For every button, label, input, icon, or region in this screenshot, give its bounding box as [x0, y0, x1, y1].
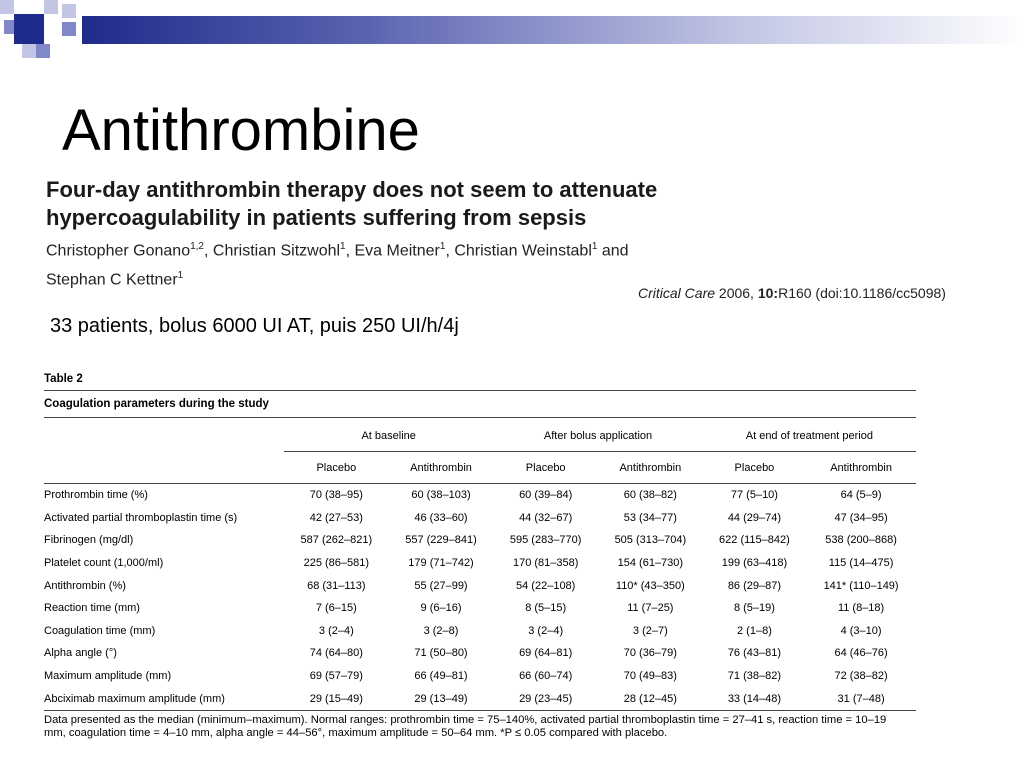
decor-square [62, 22, 76, 36]
header-decoration [0, 0, 1024, 70]
row-label: Activated partial thromboplastin time (s) [44, 511, 238, 524]
author-separator: , [345, 242, 355, 260]
decor-square [44, 14, 62, 44]
group-header: At baseline [284, 420, 493, 452]
paper-title [46, 176, 986, 232]
slide-title: Antithrombine [62, 98, 420, 163]
table-cell: 11 (8–18) [837, 602, 885, 615]
table-cell: 69 (57–79) [309, 670, 363, 683]
table-cell: 55 (27–99) [414, 579, 468, 592]
decor-square [14, 14, 44, 44]
table-cell: 9 (6–16) [420, 602, 462, 615]
table-cell: 179 (71–742) [408, 557, 474, 570]
table-cell: 28 (12–45) [598, 687, 703, 710]
table-body [44, 484, 916, 711]
citation-year: 2006, [715, 285, 758, 301]
table-row [44, 597, 916, 620]
author-name: Stephan C Kettner [46, 271, 178, 289]
table-cell: 60 (39–84) [519, 489, 573, 502]
table-cell: 199 (63–418) [721, 557, 788, 570]
table-cell: 3 (2–7) [632, 624, 668, 637]
author-affiliation: 1 [340, 241, 346, 252]
table-cell: 538 (200–868) [825, 534, 897, 547]
table-cell: 70 (38–95) [309, 489, 363, 502]
table-cell: 66 (49–81) [414, 670, 468, 683]
author-affiliation: 1 [177, 270, 184, 282]
decor-square [0, 0, 14, 14]
author-separator: , [445, 242, 455, 260]
table-cell: 60 (38–82) [623, 489, 677, 502]
table-cell: 557 (229–841) [405, 534, 477, 547]
table-cell: 66 (60–74) [519, 670, 573, 683]
table-cell: 33 (14–48) [703, 687, 806, 710]
table-cell: 31 (7–48) [806, 687, 916, 710]
paper-citation [638, 285, 946, 301]
decor-square [22, 44, 36, 58]
table-cell: 64 (46–76) [834, 647, 888, 660]
table-figure [44, 370, 916, 740]
table-cell: 11 (7–25) [627, 602, 674, 615]
table-cell: 29 (13–49) [389, 687, 494, 710]
author-separator: , [204, 242, 213, 260]
table-row [44, 507, 916, 530]
row-label: Prothrombin time (%) [44, 489, 148, 502]
table-row [44, 687, 916, 710]
row-label: Coagulation time (mm) [44, 624, 156, 637]
table-cell: 60 (38–103) [411, 489, 471, 502]
table-cell: 71 (50–80) [414, 647, 468, 660]
table-cell: 68 (31–113) [307, 579, 366, 592]
column-header: Placebo [284, 452, 389, 484]
table-cell: 2 (1–8) [737, 624, 772, 637]
table-cell: 587 (262–821) [300, 534, 373, 547]
table-cell: 46 (33–60) [414, 511, 468, 524]
table-cell: 74 (64–80) [309, 647, 363, 660]
group-header: After bolus application [493, 420, 702, 452]
row-label: Alpha angle (°) [44, 647, 117, 660]
table-row [44, 642, 916, 665]
group-header: At end of treatment period [703, 420, 916, 452]
table-cell: 3 (2–8) [423, 624, 459, 637]
table-subheader-row [44, 452, 916, 484]
author-name: Christian Sitzwohl [212, 242, 341, 260]
table-cell: 170 (81–358) [512, 557, 579, 570]
table-cell: 53 (34–77) [623, 511, 677, 524]
citation-journal: Critical Care [638, 285, 716, 301]
table-cell: 71 (38–82) [727, 670, 782, 683]
paper-title-line: Four-day antithrombin therapy does not seem to attenuate [46, 177, 658, 202]
author-separator: and [597, 242, 629, 260]
decor-square [4, 20, 14, 34]
table-cell: 29 (23–45) [493, 687, 598, 710]
table-cell: 54 (22–108) [516, 579, 576, 592]
slide-subtitle: 33 patients, bolus 6000 UI AT, puis 250 UI/h/4j [50, 315, 459, 337]
paper-title-line: hypercoagulability in patients suffering from sepsis [46, 205, 587, 230]
table-label: Table 2 [44, 373, 83, 385]
table-cell: 141* (110–149) [823, 579, 899, 592]
author-affiliation: 1 [591, 241, 598, 252]
table-cell: 115 (14–475) [828, 557, 894, 570]
table-group-header-row [44, 420, 916, 452]
table-row [44, 484, 916, 507]
table-cell: 44 (32–67) [519, 511, 573, 524]
table-cell: 4 (3–10) [840, 624, 882, 637]
author-affiliation: 1,2 [190, 241, 204, 252]
paper-authors [46, 234, 986, 293]
header-gradient-bar [82, 16, 1024, 44]
row-label: Reaction time (mm) [44, 602, 140, 615]
column-header: Antithrombin [598, 452, 703, 484]
table-cell: 29 (15–49) [284, 687, 389, 710]
table-cell: 225 (86–581) [303, 557, 370, 570]
table-row [44, 552, 916, 575]
table-caption: Coagulation parameters during the study [44, 390, 916, 418]
column-header: Antithrombin [389, 452, 494, 484]
table-footnote: Data presented as the median (minimum–maximum). Normal ranges: prothrombin time = 75–140%, activated partial thromboplastin time = 27–41 s, reaction time = 10–19 mm, coagulation time = 4–10 mm, alpha angle = 44–56°, maximum amplitude = 50–64 mm. *P ≤ 0.05 compared with placebo. [44, 713, 887, 739]
coagulation-table [44, 420, 916, 711]
row-label: Antithrombin (%) [44, 579, 126, 592]
citation-volume: 10: [757, 285, 779, 301]
table-header-spacer [44, 420, 284, 452]
table-cell: 8 (5–19) [733, 602, 775, 615]
author-affiliation: 1 [439, 241, 446, 252]
table-cell: 42 (27–53) [309, 511, 363, 524]
row-label: Maximum amplitude (mm) [44, 670, 172, 683]
table-cell: 44 (29–74) [727, 511, 782, 524]
table-cell: 505 (313–704) [614, 534, 687, 547]
decor-square [62, 4, 76, 18]
table-row [44, 665, 916, 688]
table-cell: 70 (36–79) [623, 647, 677, 660]
table-cell: 595 (283–770) [509, 534, 582, 547]
table-header-spacer [44, 452, 284, 484]
table-cell: 64 (5–9) [840, 489, 882, 502]
author-name: Eva Meitner [354, 242, 440, 260]
column-header: Placebo [703, 452, 806, 484]
table-cell: 3 (2–4) [318, 624, 354, 637]
table-cell: 47 (34–95) [834, 511, 888, 524]
table-cell: 77 (5–10) [730, 489, 778, 502]
table-row [44, 574, 916, 597]
decor-square [44, 0, 58, 14]
table-row [44, 529, 916, 552]
table-cell: 110* (43–350) [615, 579, 685, 592]
author-name: Christopher Gonano [46, 242, 191, 260]
table-cell: 76 (43–81) [727, 647, 782, 660]
table-cell: 86 (29–87) [727, 579, 782, 592]
row-label: Platelet count (1,000/ml) [44, 557, 164, 570]
table-cell: 622 (115–842) [719, 534, 790, 547]
table-cell: 7 (6–15) [315, 602, 357, 615]
row-label: Abciximab maximum amplitude (mm) [44, 687, 284, 710]
table-cell: 3 (2–4) [528, 624, 564, 637]
decor-square [36, 44, 50, 58]
table-cell: 154 (61–730) [617, 557, 684, 570]
paper-reference [46, 176, 986, 293]
citation-rest: R160 (doi:10.1186/cc5098) [778, 285, 946, 301]
table-cell: 72 (38–82) [834, 670, 888, 683]
table-cell: 70 (49–83) [623, 670, 677, 683]
table-cell: 69 (64–81) [519, 647, 573, 660]
table-cell: 8 (5–15) [525, 602, 567, 615]
author-name: Christian Weinstabl [454, 242, 592, 260]
column-header: Placebo [493, 452, 598, 484]
table-row [44, 620, 916, 643]
row-label: Fibrinogen (mg/dl) [44, 534, 134, 547]
column-header: Antithrombin [806, 452, 916, 484]
